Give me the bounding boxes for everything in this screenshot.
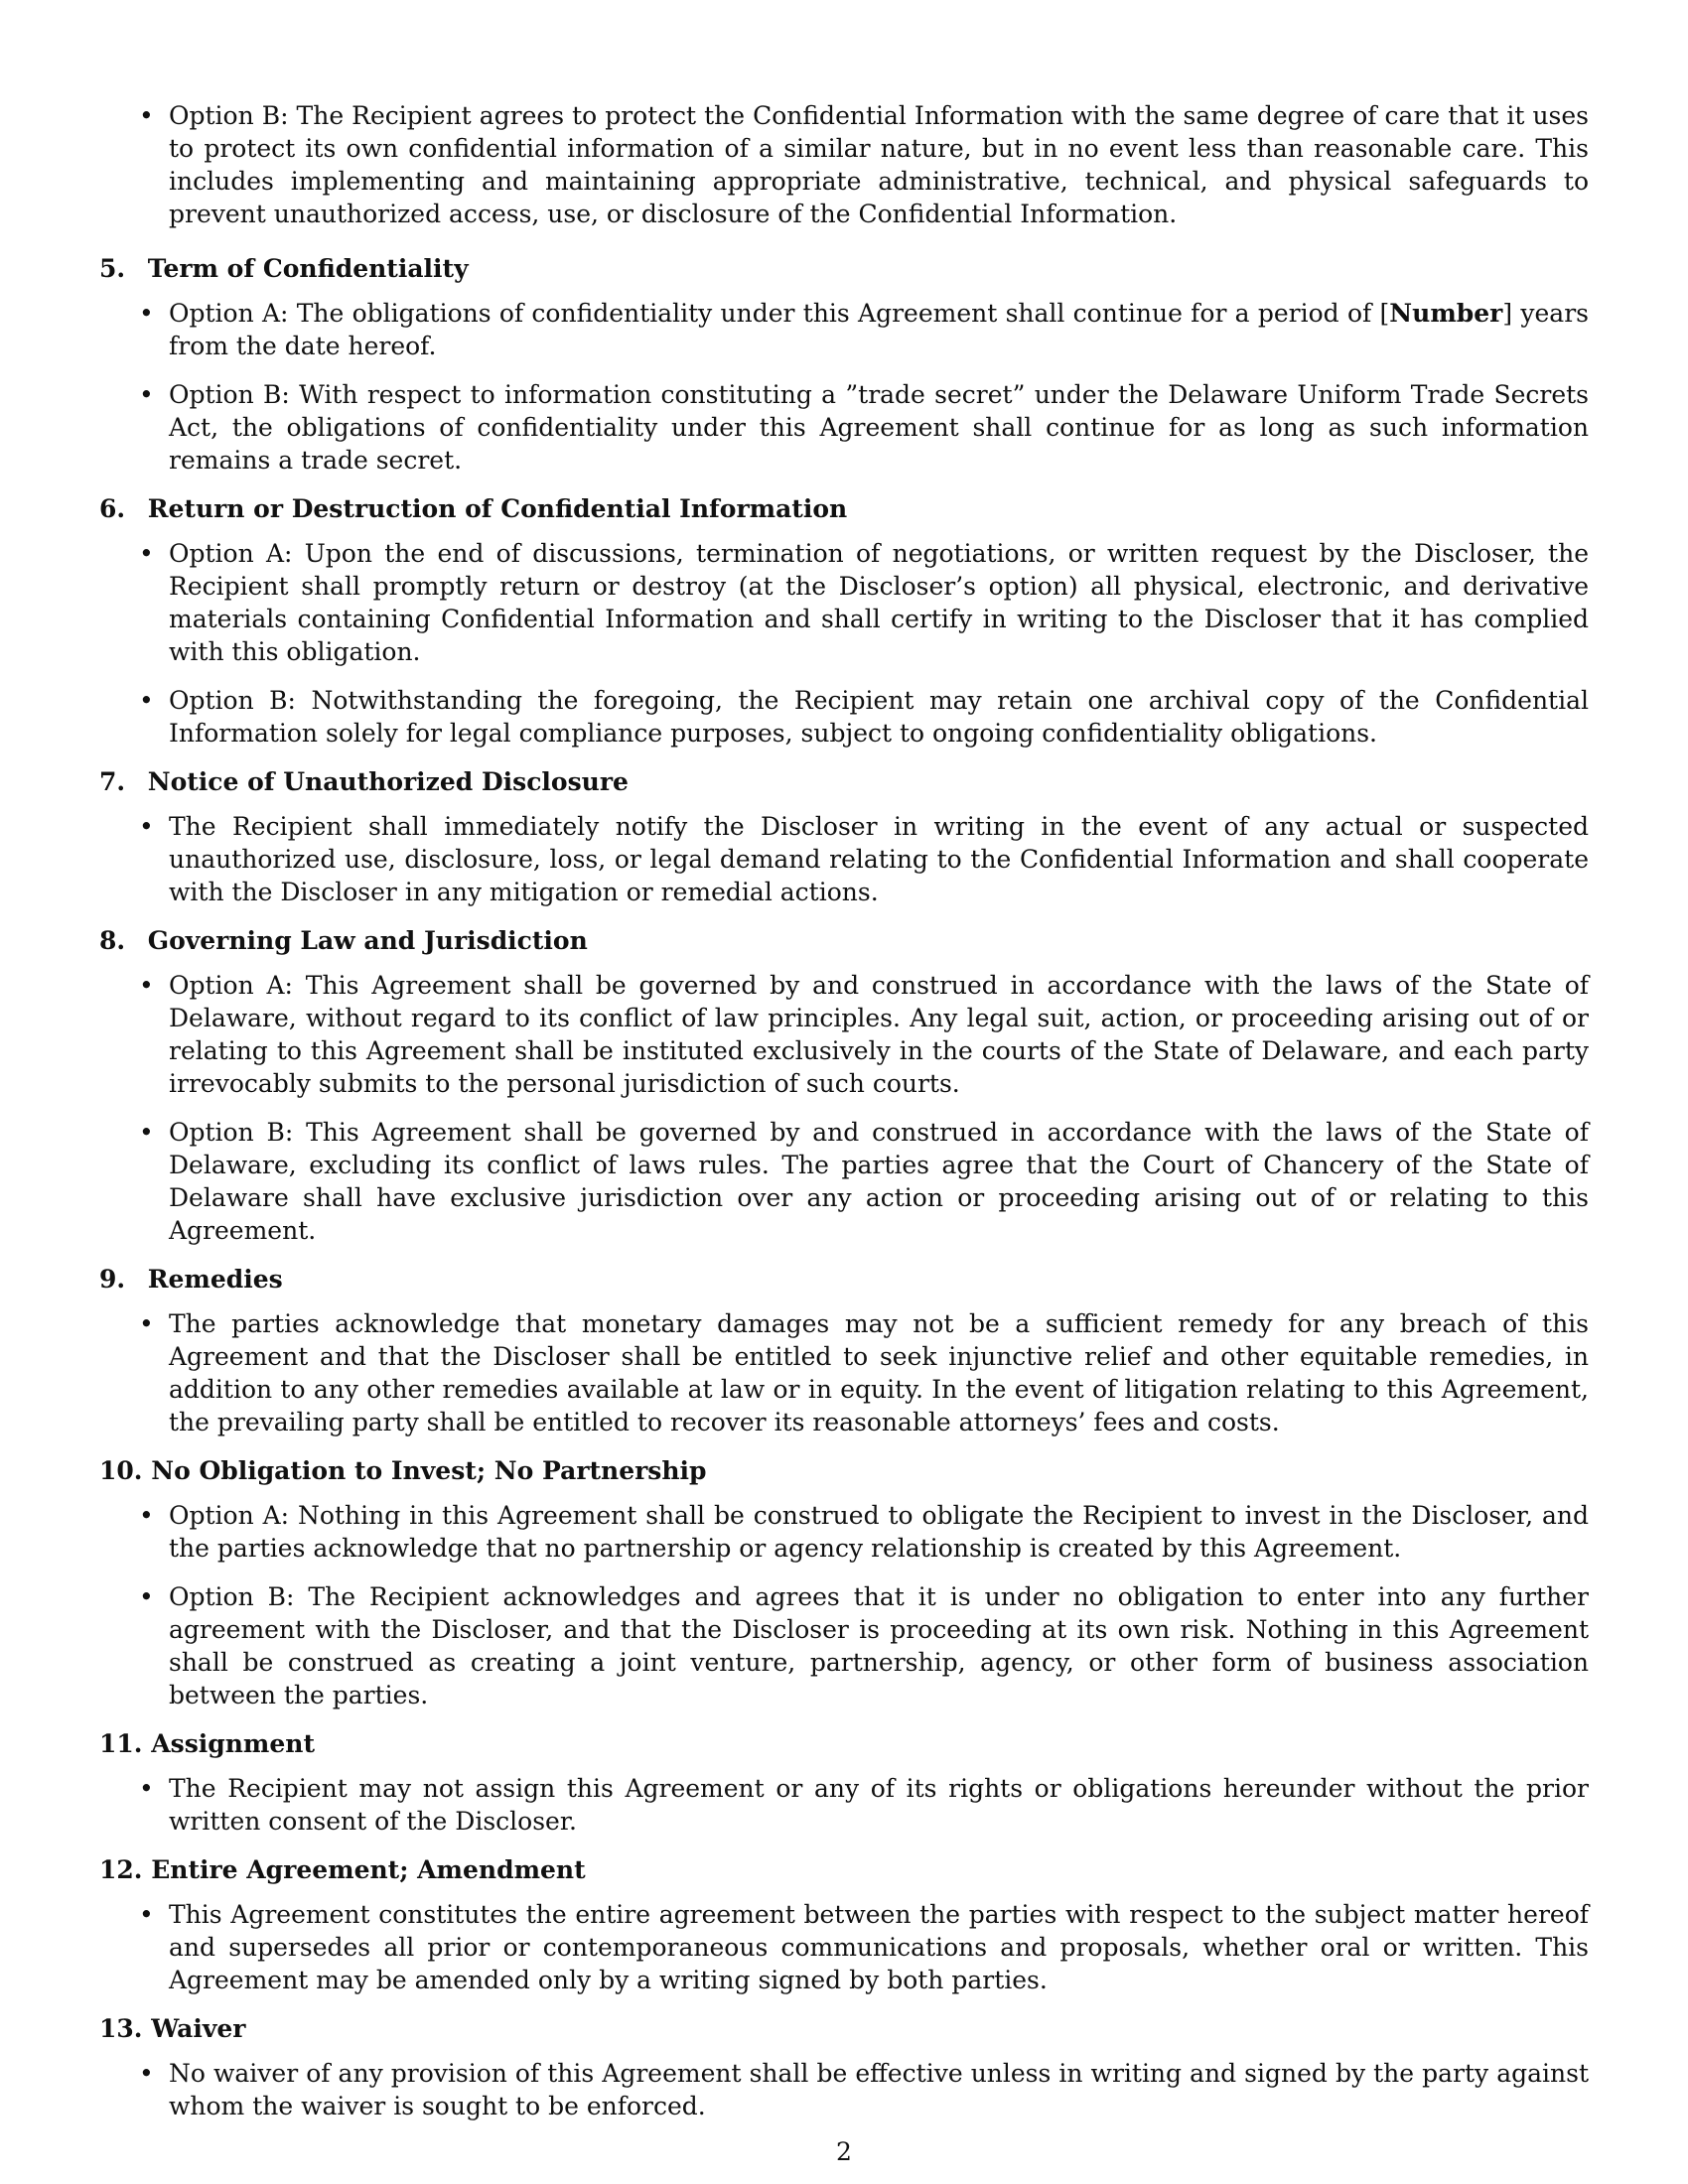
list-item [99, 1772, 1589, 1838]
section-title: No Obligation to Invest; No Partnership [151, 1456, 707, 1485]
list-item-text: Option B: Notwithstanding the foregoing, the Recipient may retain one archival copy of the Confidential Information solely for legal compliance purposes, subject to ongoing confidentiality obligations. [169, 686, 1589, 748]
bullet: • [139, 1309, 154, 1338]
bullet: • [139, 2059, 154, 2088]
list-item [99, 810, 1589, 908]
list-item-text: This Agreement constitutes the entire agreement between the parties with respect to the subject matter hereof and supersedes all prior or contemporaneous communications and proposals, whether oral or written. This Agreement may be amended only by a writing signed by both parties. [169, 1900, 1589, 1994]
bullet: • [139, 971, 154, 1000]
list-item-text: The Recipient shall immediately notify the Discloser in writing in the event of any actual or suspected unauthorized use, disclosure, loss, or legal demand relating to the Confidential Information and shall cooperate with the Discloser in any mitigation or remedial actions. [169, 812, 1589, 906]
section-list [99, 297, 1589, 477]
bullet: • [139, 539, 154, 568]
section-list [99, 810, 1589, 908]
section-title: Notice of Unauthorized Disclosure [147, 767, 629, 796]
section-heading [99, 1853, 1589, 1886]
list-item [99, 2057, 1589, 2122]
section-list [99, 537, 1589, 750]
section-number: 13. [99, 2014, 143, 2043]
section-title: Term of Confidentiality [147, 254, 469, 283]
document-page [99, 99, 1589, 2138]
section-heading [99, 765, 1589, 798]
section-number: 7. [99, 767, 126, 796]
list-item-text: Option A: Upon the end of discussions, termination of negotiations, or written request by the Discloser, the Recipient shall promptly return or destroy (at the Discloser’s option) all physical, electronic, and derivative materials containing Confidential Information and shall certify in writing to the Discloser that it has complied with this obligation. [169, 539, 1589, 666]
list-item-text: Option A: Nothing in this Agreement shall be construed to obligate the Recipient to invest in the Discloser, and the parties acknowledge that no partnership or agency relationship is created by this Agreement. [169, 1501, 1589, 1563]
list-item-text: No waiver of any provision of this Agreement shall be effective unless in writing and signed by the party against whom the waiver is sought to be enforced. [169, 2059, 1589, 2120]
section-11 [99, 1727, 1589, 1838]
list-item-text: Option A: This Agreement shall be governed by and construed in accordance with the laws of the State of Delaware, without regard to its conflict of law principles. Any legal suit, action, or proceeding arising out of or relating to this Agreement shall be instituted exclusively in the courts of the State of Delaware, and each party irrevocably submits to the personal jurisdiction of such courts. [169, 971, 1589, 1098]
section-number: 6. [99, 494, 126, 523]
list-item [99, 1307, 1589, 1438]
list-item [99, 969, 1589, 1100]
section-title: Governing Law and Jurisdiction [147, 926, 588, 955]
list-item-text: Option B: With respect to information constituting a ”trade secret” under the Delaware Uniform Trade Secrets Act, the obligations of confidentiality under this Agreement shall continue for as long as such information remains a trade secret. [169, 380, 1589, 475]
section-10 [99, 1454, 1589, 1711]
section-heading [99, 924, 1589, 957]
section-number: 11. [99, 1729, 143, 1758]
list-item [99, 1499, 1589, 1565]
section-list [99, 1499, 1589, 1711]
section-heading [99, 1263, 1589, 1296]
bullet: • [139, 1774, 154, 1803]
section-heading [99, 1454, 1589, 1487]
list-item [99, 537, 1589, 668]
section-number: 10. [99, 1456, 143, 1485]
list-item [99, 1580, 1589, 1711]
bullet: • [139, 1900, 154, 1929]
section-title: Waiver [151, 2014, 246, 2043]
section-5 [99, 252, 1589, 477]
section-list [99, 1898, 1589, 1996]
section-heading [99, 1727, 1589, 1760]
bullet: • [139, 1501, 154, 1530]
list-item-text-suffix: ] years from the date hereof. [169, 299, 1589, 360]
bullet: • [139, 299, 154, 328]
section-title: Return or Destruction of Confidential Information [147, 494, 848, 523]
list-item [99, 99, 1589, 230]
section-number: 9. [99, 1265, 126, 1294]
list-item [99, 1116, 1589, 1247]
list-item-text: The parties acknowledge that monetary damages may not be a sufficient remedy for any breach of this Agreement and that the Discloser shall be entitled to seek injunctive relief and other equitable remedies, in addition to any other remedies available at law or in equity. In the event of litigation relating to this Agreement, the prevailing party shall be entitled to recover its reasonable attorneys’ fees and costs. [169, 1309, 1589, 1436]
section-heading [99, 2012, 1589, 2045]
section-list [99, 1307, 1589, 1438]
list-item [99, 684, 1589, 750]
section-list [99, 969, 1589, 1247]
section-heading [99, 252, 1589, 285]
list-item-text-prefix: Option A: The obligations of confidentiality under this Agreement shall continue for a period of [ [169, 299, 1390, 328]
section-13 [99, 2012, 1589, 2122]
bullet: • [139, 1582, 154, 1611]
section-8 [99, 924, 1589, 1247]
section-number: 12. [99, 1855, 143, 1884]
bullet: • [139, 812, 154, 841]
list-item-text: Option B: The Recipient agrees to protect the Confidential Information with the same degree of care that it uses to protect its own confidential information of a similar nature, but in no event less than reasonable care. This includes implementing and maintaining appropriate administrative, technical, and physical safeguards to prevent unauthorized access, use, or disclosure of the Confidential Information. [169, 101, 1589, 228]
section-6 [99, 492, 1589, 750]
section-title: Remedies [147, 1265, 283, 1294]
list-item [99, 378, 1589, 477]
page-number: 2 [836, 2137, 852, 2166]
bullet: • [139, 380, 154, 409]
section-4-continued-list [99, 99, 1589, 230]
section-list [99, 2057, 1589, 2122]
list-item-text: The Recipient may not assign this Agreement or any of its rights or obligations hereunder without the prior written consent of the Discloser. [169, 1774, 1589, 1836]
section-list [99, 1772, 1589, 1838]
section-number: 5. [99, 254, 126, 283]
list-item [99, 1898, 1589, 1996]
list-item-text: Option B: The Recipient acknowledges and agrees that it is under no obligation to enter into any further agreement with the Discloser, and that the Discloser is proceeding at its own risk. Nothing in this Agreement shall be construed as creating a joint venture, partnership, agency, or other form of business association between the parties. [169, 1582, 1589, 1709]
list-item [99, 297, 1589, 362]
bullet: • [139, 686, 154, 715]
section-12 [99, 1853, 1589, 1996]
list-item-text: Option B: This Agreement shall be governed by and construed in accordance with the laws of the State of Delaware, excluding its conflict of laws rules. The parties agree that the Court of Chancery of the State of Delaware shall have exclusive jurisdiction over any action or proceeding arising out of or relating to this Agreement. [169, 1118, 1589, 1245]
bullet: • [139, 101, 154, 130]
section-heading [99, 492, 1589, 525]
section-9 [99, 1263, 1589, 1438]
bullet: • [139, 1118, 154, 1147]
placeholder-number: Number [1389, 299, 1503, 328]
section-7 [99, 765, 1589, 908]
section-title: Entire Agreement; Amendment [151, 1855, 586, 1884]
section-title: Assignment [151, 1729, 316, 1758]
section-number: 8. [99, 926, 126, 955]
